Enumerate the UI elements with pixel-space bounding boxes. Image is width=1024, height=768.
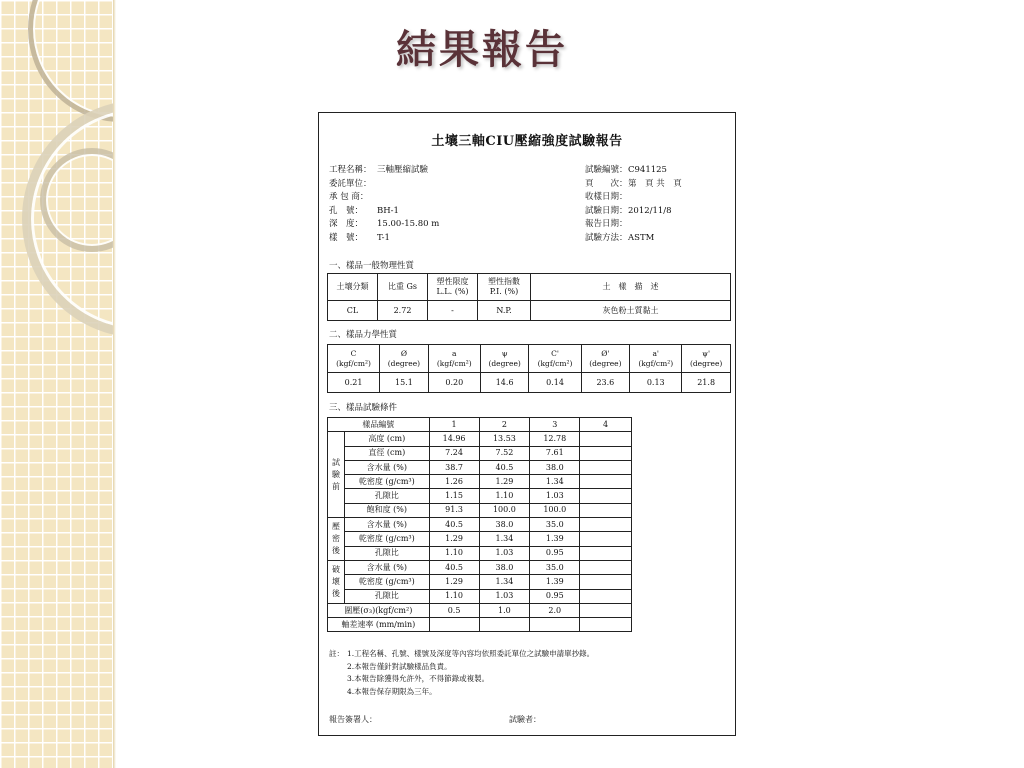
note-item: 1.工程名稱、孔號、樣號及深度等內容均依照委託單位之試驗申請單抄錄。: [347, 649, 595, 658]
table-row: [328, 618, 632, 632]
table-cell: [580, 532, 632, 546]
info-value: BH-1: [377, 205, 399, 216]
slide-title: 結果報告: [396, 27, 568, 73]
row-label-cell: 直徑 (cm): [344, 446, 429, 460]
table-row: [328, 575, 632, 589]
row-label-cell: 圍壓(σ₃)(kgf/cm²): [328, 603, 430, 617]
mechanical-properties-table: [327, 344, 731, 393]
table-header-cell: 2: [479, 418, 530, 432]
info-label: 試驗日期：: [585, 205, 628, 216]
table-row: [328, 518, 632, 532]
table-header-cell: 塑性指數 P.I. (%): [478, 274, 531, 301]
table-header-cell: 塑性限度 L.L. (%): [428, 274, 478, 301]
table-cell: 1.03: [479, 546, 530, 560]
table-cell: 1.10: [429, 546, 479, 560]
info-label: 試驗編號：: [585, 165, 628, 175]
table-header-cell: ψ' (degree): [682, 345, 731, 373]
table-cell: 1.0: [479, 603, 530, 617]
report-notes: [329, 648, 594, 698]
table-cell: [580, 503, 632, 517]
table-cell: [429, 618, 479, 632]
table-cell: 38.0: [530, 460, 580, 474]
table-header-cell: a' (kgf/cm²): [630, 345, 682, 373]
row-label-cell: 乾密度 (g/cm³): [344, 532, 429, 546]
table-header-cell: C' (kgf/cm²): [529, 345, 581, 373]
info-label: 承 包 商：: [329, 192, 369, 202]
row-label-cell: 孔隙比: [344, 489, 429, 503]
table-cell: 13.53: [479, 432, 530, 446]
table-cell: 100.0: [530, 503, 580, 517]
table-cell: 12.78: [530, 432, 580, 446]
info-value: 第 頁 共 頁: [628, 178, 682, 189]
section2-title: 二、樣品力學性質: [329, 330, 398, 340]
info-label: 試驗方法：: [585, 232, 628, 243]
table-header-cell: Ø (degree): [380, 345, 429, 373]
info-value: C941125: [628, 165, 667, 175]
table-cell: N.P.: [478, 301, 531, 321]
table-header-cell: 3: [530, 418, 580, 432]
table-header-cell: 土壤分類: [328, 274, 378, 301]
table-header-cell: C (kgf/cm²): [328, 345, 380, 373]
table-cell: 91.3: [429, 503, 479, 517]
table-cell: 1.29: [429, 575, 479, 589]
info-label: 孔 號：: [329, 205, 364, 216]
info-label: 深 度：: [329, 219, 364, 229]
table-cell: 40.5: [429, 560, 479, 574]
table-cell: 2.72: [378, 301, 428, 321]
table-cell: 15.1: [380, 373, 429, 393]
table-cell: 1.29: [479, 475, 530, 489]
table-cell: [530, 618, 580, 632]
notes-label: 註：: [329, 649, 344, 658]
table-header-cell: 比重 Gs: [378, 274, 428, 301]
table-cell: 0.95: [530, 589, 580, 603]
table-row: [328, 446, 632, 460]
table-cell: 1.10: [429, 589, 479, 603]
table-cell: 0.95: [530, 546, 580, 560]
table-header-cell: 1: [429, 418, 479, 432]
table-cell: [580, 489, 632, 503]
table-cell: 1.10: [479, 489, 530, 503]
table-cell: 1.34: [530, 475, 580, 489]
table-cell: 0.20: [428, 373, 480, 393]
table-row: [328, 589, 632, 603]
table-cell: [580, 589, 632, 603]
group-label-cell: 破 壞 後: [328, 560, 345, 603]
row-label-cell: 乾密度 (g/cm³): [344, 575, 429, 589]
row-label-cell: 飽和度 (%): [344, 503, 429, 517]
table-row: [328, 560, 632, 574]
table-cell: 21.8: [682, 373, 731, 393]
table-cell: 38.7: [429, 460, 479, 474]
info-value: T-1: [377, 232, 390, 243]
test-conditions-table: [327, 417, 632, 632]
table-cell: [580, 518, 632, 532]
table-cell: 40.5: [479, 460, 530, 474]
table-row: [328, 532, 632, 546]
tester-signature-label: 試驗者：: [509, 715, 541, 724]
section1-title: 一、樣品一般物理性質: [329, 261, 415, 271]
decorative-ring: [28, 0, 113, 122]
report-info-left: [329, 164, 439, 245]
note-item: 3.本報告除獲得允許外，不得節錄或複製。: [347, 674, 490, 684]
info-label: 收樣日期：: [585, 192, 628, 202]
table-cell: 0.13: [630, 373, 682, 393]
info-label: 委託單位：: [329, 178, 372, 189]
table-row: [328, 603, 632, 617]
row-label-cell: 乾密度 (g/cm³): [344, 475, 429, 489]
table-row: [328, 546, 632, 560]
table-row: [328, 503, 632, 517]
table-cell: 100.0: [479, 503, 530, 517]
table-cell: [479, 618, 530, 632]
group-label-cell: 試 驗 前: [328, 432, 345, 518]
decorative-side-pattern: [0, 0, 113, 768]
table-row: [328, 475, 632, 489]
group-label-cell: 壓 密 後: [328, 518, 345, 561]
row-label-cell: 孔隙比: [344, 589, 429, 603]
row-label-cell: 軸差速率 (mm/min): [328, 618, 430, 632]
info-value: 15.00-15.80 m: [377, 219, 440, 229]
table-cell: 0.5: [429, 603, 479, 617]
table-cell: 40.5: [429, 518, 479, 532]
table-cell: 38.0: [479, 518, 530, 532]
table-header-cell: 樣品編號: [328, 418, 430, 432]
note-item: 4.本報告保存期限為三年。: [347, 686, 437, 696]
row-label-cell: 含水量 (%): [344, 460, 429, 474]
table-cell: [580, 546, 632, 560]
table-header-cell: 4: [580, 418, 632, 432]
table-header-cell: ψ (degree): [480, 345, 529, 373]
info-value: 三軸壓縮試驗: [377, 165, 429, 175]
table-cell: 35.0: [530, 560, 580, 574]
table-cell: CL: [328, 301, 378, 321]
table-cell: 1.29: [429, 532, 479, 546]
table-cell: 1.03: [530, 489, 580, 503]
table-cell: 23.6: [581, 373, 630, 393]
table-cell: [580, 446, 632, 460]
table-cell: 35.0: [530, 518, 580, 532]
table-cell: 1.26: [429, 475, 479, 489]
table-cell: 1.34: [479, 575, 530, 589]
table-cell: 1.03: [479, 589, 530, 603]
table-cell: [580, 432, 632, 446]
note-item: 2.本報告僅針對試驗樣品負責。: [347, 661, 452, 671]
table-header-cell: a (kgf/cm²): [428, 345, 480, 373]
table-header-cell: Ø' (degree): [581, 345, 630, 373]
table-cell: [580, 560, 632, 574]
decorative-divider: [113, 0, 116, 768]
report-info-right: [585, 164, 682, 245]
row-label-cell: 高度 (cm): [344, 432, 429, 446]
table-cell: 7.61: [530, 446, 580, 460]
table-row: [328, 460, 632, 474]
info-label: 報告日期：: [585, 219, 628, 229]
row-label-cell: 含水量 (%): [344, 560, 429, 574]
info-label: 工程名稱：: [329, 165, 372, 175]
table-cell: 38.0: [479, 560, 530, 574]
table-cell: [580, 475, 632, 489]
row-label-cell: 含水量 (%): [344, 518, 429, 532]
table-cell: -: [428, 301, 478, 321]
reporter-signature-label: 報告簽署人：: [329, 715, 377, 724]
table-cell: 7.52: [479, 446, 530, 460]
table-row: [328, 432, 632, 446]
info-label: 樣 號：: [329, 232, 364, 243]
table-cell: 1.39: [530, 575, 580, 589]
row-label-cell: 孔隙比: [344, 546, 429, 560]
table-cell: 1.15: [429, 489, 479, 503]
info-value: ASTM: [628, 232, 655, 243]
table-cell: 1.34: [479, 532, 530, 546]
table-cell: [580, 460, 632, 474]
table-header-cell: 土 樣 描 述: [531, 274, 731, 301]
table-cell: [580, 603, 632, 617]
table-cell: 0.14: [529, 373, 581, 393]
table-cell: 14.96: [429, 432, 479, 446]
info-label: 頁 次：: [585, 178, 628, 189]
info-value: 2012/11/8: [628, 205, 672, 216]
table-cell: 1.39: [530, 532, 580, 546]
table-cell: [580, 575, 632, 589]
table-row: [328, 489, 632, 503]
section3-title: 三、樣品試驗條件: [329, 403, 398, 413]
table-cell: 7.24: [429, 446, 479, 460]
table-cell: 0.21: [328, 373, 380, 393]
table-cell: [580, 618, 632, 632]
physical-properties-table: [327, 273, 731, 321]
table-cell: 14.6: [480, 373, 529, 393]
table-cell: 灰色粉土質黏土: [531, 301, 731, 321]
table-row: [328, 418, 632, 432]
report-title: 土壤三軸CIU壓縮強度試驗報告: [431, 134, 623, 149]
test-report-document: [318, 112, 736, 736]
table-cell: 2.0: [530, 603, 580, 617]
